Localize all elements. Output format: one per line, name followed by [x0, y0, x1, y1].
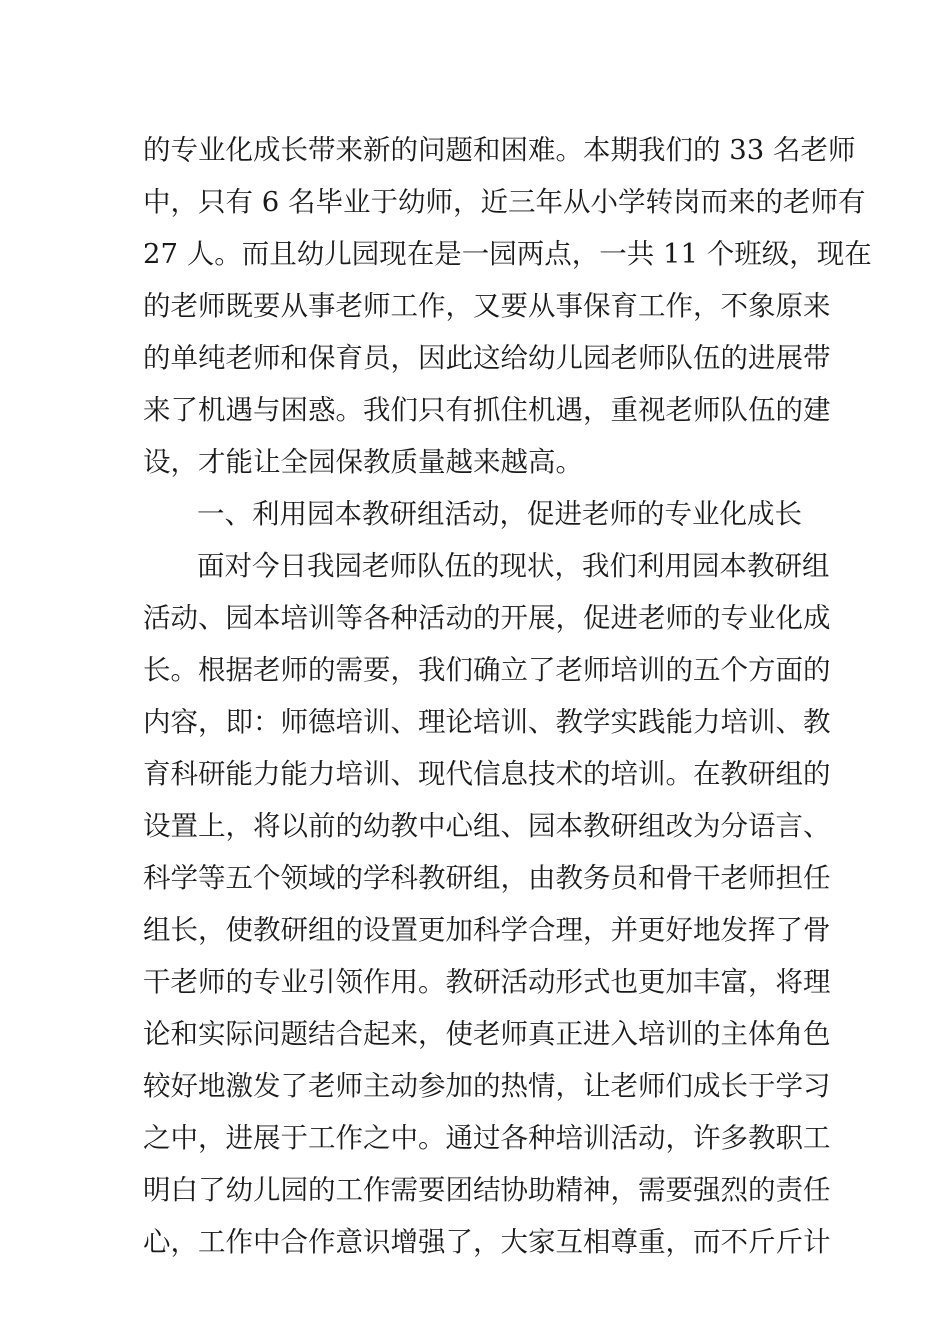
- text-line: 的老师既要从事老师工作，又要从事保育工作，不象原来: [143, 290, 831, 322]
- text-line: 科学等五个领域的学科教研组，由教务员和骨干老师担任: [143, 862, 831, 894]
- text-line: 育科研能力能力培训、现代信息技术的培训。在教研组的: [143, 758, 831, 790]
- text-line: 心，工作中合作意识增强了，大家互相尊重，而不斤斤计: [143, 1226, 831, 1258]
- text-line: 较好地激发了老师主动参加的热情，让老师们成长于学习: [143, 1070, 831, 1102]
- text-line: 设置上，将以前的幼教中心组、园本教研组改为分语言、: [143, 810, 831, 842]
- text-line: 干老师的专业引领作用。教研活动形式也更加丰富，将理: [143, 966, 831, 998]
- text-line: 内容，即：师德培训、理论培训、教学实践能力培训、教: [143, 706, 831, 738]
- text-line: 的专业化成长带来新的问题和困难。本期我们的 33 名老师: [143, 134, 856, 166]
- text-line: 明白了幼儿园的工作需要团结协助精神，需要强烈的责任: [143, 1174, 831, 1206]
- text-line: 组长，使教研组的设置更加科学合理，并更好地发挥了骨: [143, 914, 831, 946]
- text-line: 的单纯老师和保育员，因此这给幼儿园老师队伍的进展带: [143, 342, 831, 374]
- text-line: 27 人。而且幼儿园现在是一园两点，一共 11 个班级，现在: [143, 238, 872, 270]
- text-line: 设，才能让全园保教质量越来越高。: [143, 446, 583, 478]
- text-line: 来了机遇与困惑。我们只有抓住机遇，重视老师队伍的建: [143, 394, 831, 426]
- paragraph-first-line: 面对今日我园老师队伍的现状，我们利用园本教研组: [197, 550, 830, 582]
- text-line: 活动、园本培训等各种活动的开展，促进老师的专业化成: [143, 602, 831, 634]
- text-line: 长。根据老师的需要，我们确立了老师培训的五个方面的: [143, 654, 831, 686]
- text-line: 之中，进展于工作之中。通过各种培训活动，许多教职工: [143, 1122, 831, 1154]
- section-heading: 一、利用园本教研组活动，促进老师的专业化成长: [197, 498, 802, 530]
- text-line: 中，只有 6 名毕业于幼师，近三年从小学转岗而来的老师有: [143, 186, 866, 218]
- text-line: 论和实际问题结合起来，使老师真正进入培训的主体角色: [143, 1018, 831, 1050]
